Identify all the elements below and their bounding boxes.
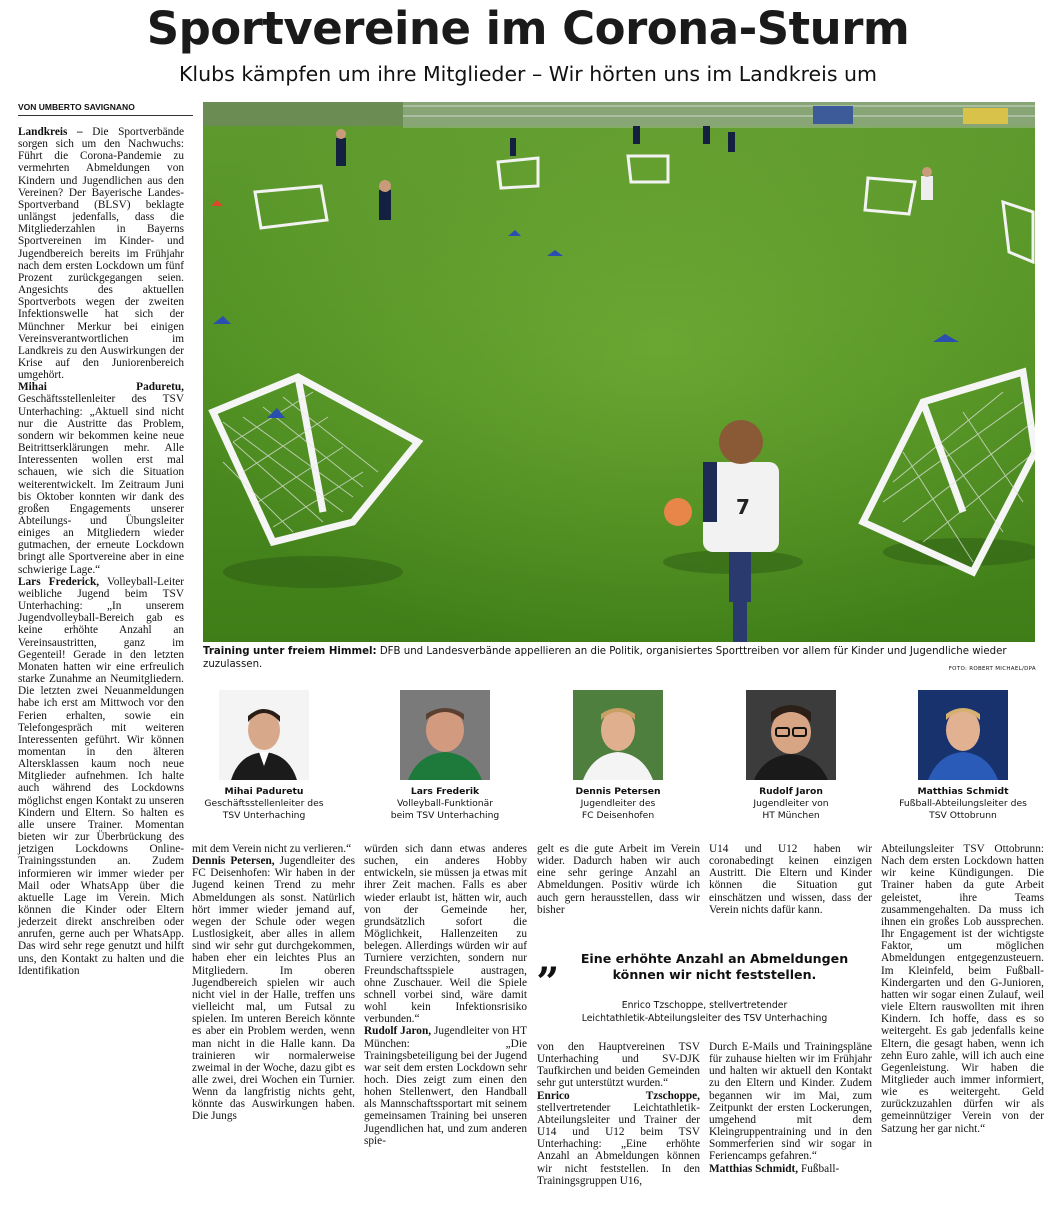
portrait-photo xyxy=(746,690,836,780)
training-photo xyxy=(203,102,1035,642)
photo-caption: Training unter freiem Himmel: DFB und Landesverbände appellieren an die Politik, organisiertes Sporttreiben vor allem für Kinder und Jugendliche wieder zuzulassen. xyxy=(203,646,1007,670)
portrait-role: HT München xyxy=(762,810,820,821)
portrait-card xyxy=(896,690,1030,822)
paragraph: Matthias Schmidt, Fußball- xyxy=(709,1162,840,1175)
portrait-card xyxy=(378,690,512,822)
headline: Sportvereine im Corona-Sturm xyxy=(146,2,910,55)
article-column-1 xyxy=(18,126,184,977)
portrait-card xyxy=(197,690,331,822)
article-column-6 xyxy=(881,843,1044,1135)
portrait-name: Mihai Paduretu xyxy=(224,786,304,797)
article-column-3 xyxy=(364,843,527,1147)
photo-credit: FOTO: ROBERT MICHAEL/DPA xyxy=(948,666,1036,672)
portrait-name: Rudolf Jaron xyxy=(759,786,823,797)
subheadline: Klubs kämpfen um ihre Mitglieder – Wir hörten uns im Landkreis um xyxy=(178,62,878,86)
paragraph: Abteilungsleiter TSV Ottobrunn: Nach dem ersten Lockdown hatten wir keine Kündigungen. Die Trainer haben da gute Arbeit geleistet, ihre Teams zusammengehalten. Da muss ich ihnen ein großes Lob aussprechen. Ihr Engagement ist der wichtigste Faktor, um möglichen Abmeldungen entgegenzusteuern. Im Kleinfeld, beim Fußball-Kindergarten und den G-Junioren, hatten wir sogar einen Zulauf, weil viele Eltern rauswollten mit ihren Kindern. Ich hoffe, dass es so weitergeht. Es gab jedenfalls keine Eltern, die gesagt haben, wenn ich zehn Euro zahle, will ich auch eine Gegenleistung. Wir haben die Mitglieder auch immer informiert, wie es weitergeht. Geld zurückzuzahlen dürfen wir als gemeinnütziger Verein von der Satzung her gar nicht.“ xyxy=(881,843,1044,1135)
portrait-card xyxy=(551,690,685,822)
pull-quote-attribution: Enrico Tzschoppe, stellvertretender Leichtathletik-Abteilungsleiter des TSV Unterhaching xyxy=(581,1000,828,1024)
portrait-role: Volleyball-Funktionär xyxy=(396,798,494,809)
paragraph: Rudolf Jaron, Jugendleiter von HT München: „Die Trainingsbeteiligung bei der Jugend war seit dem ersten Lockdown sehr hoch. Dies zeigt zum einen den hohen Stellenwert, den Handball als Mannschaftssportart mit seinem gemeinsamen Training bei unseren Jugendlichen hat, und zum anderen spie- xyxy=(364,1025,527,1147)
portrait-photo xyxy=(219,690,309,780)
portrait-role: TSV Unterhaching xyxy=(222,810,306,821)
portrait-role: TSV Ottobrunn xyxy=(929,810,997,821)
portrait-name: Matthias Schmidt xyxy=(917,786,1009,797)
portrait-name: Dennis Petersen xyxy=(575,786,661,797)
svg-text:7: 7 xyxy=(736,495,750,519)
portrait-photo xyxy=(573,690,663,780)
portrait-card xyxy=(724,690,858,822)
paragraph: Lars Frederick, Volleyball-Leiter weibliche Jugend beim TSV Unterhaching: „In unserem Jugendvolleyball-Bereich gab es keine erhöhte Anzahl an Vereinsaustritten, ganz im Gegenteil! Gerade in den letzten Monaten hatten wir eine erfreulich starke Zunahme an Neumitgliedern. Die letzten zwei Neuanmeldungen habe ich erst am Mittwoch vor den Ferien erhalten, sowie ein Telefongespräch mit weiteren Interessenten geführt. Wir können momentan in den älteren Altersklassen kaum noch neue Mitglieder aufnehmen. Ich halte auch während des Lockdowns möglichst engen Kontakt zu unseren Kindern und Eltern. So halten es alle unsere Trainer. Momentan bieten wir zur Überbrückung des jetzigen Lockdowns Online-Trainingsstunden an. Zudem informieren wir immer wieder per Mail oder WhatsApp über die aktuelle Lage im Verein. Mich können die Kinder oder Eltern jederzeit direkt anschreiben oder anrufen, gerne auch per WhatsApp. Das wird sehr rege genutzt und hilft uns, den Kontakt zu halten und die Identifikation xyxy=(18,575,184,977)
paragraph: U14 und U12 haben wir coronabedingt keinen einzigen Austritt. Die Eltern und Kinder können die Situation gut einschätzen und wissen, dass der Verein nichts dafür kann. xyxy=(709,843,872,916)
article-column-4-bottom xyxy=(537,1041,700,1187)
portrait-role: FC Deisenhofen xyxy=(581,810,655,821)
portrait-photo xyxy=(918,690,1008,780)
portrait-role: Geschäftsstellenleiter des xyxy=(204,798,324,809)
paragraph: würden sich dann etwas anderes suchen, ein anderes Hobby entwickeln, sie müssen ja etwas mit ihrer Zeit machen. Falls es aber wieder erlaubt ist, hätten wir, auch von der Gemeinde her, grundsätzlich sofort die Möglichkeit, Hallenzeiten zu belegen. Allerdings würden wir auf Turniere verzichten, sondern nur Freundschaftsspiele austragen, ohne Zuschauer. Weil die Spiele schnell vorbei sind, wäre damit wohl kein Infektionsrisiko verbunden.“ xyxy=(364,843,527,1026)
paragraph: gelt es die gute Arbeit im Verein wider. Dadurch haben wir auch eine sehr geringe Anzahl an Abmeldungen. Positiv würde ich auch gern herausstellen, dass wir bisher xyxy=(537,843,700,916)
paragraph: Durch E-Mails und Trainingspläne für zuhause hielten wir im Frühjahr und halten wir aktuell den Kontakt zu den Eltern und Kinder. Zudem begannen wir im Mai, zum Zeitpunkt der ersten Lockerungen, umgehend mit dem Kleingruppentraining und in den Sommerferien sind wir sogar in Feriencamps gefahren.“ xyxy=(709,1041,872,1163)
paragraph: von den Hauptvereinen TSV Unterhaching und SV-DJK Taufkirchen und beiden Gemeinden sehr gut unterstützt wurden.“ xyxy=(537,1041,700,1090)
portrait-photo xyxy=(400,690,490,780)
byline: VON UMBERTO SAVIGNANO xyxy=(18,102,193,116)
pull-quote: Eine erhöhte Anzahl an Abmeldungen können wir nicht feststellen. xyxy=(580,951,849,982)
portrait-role: beim TSV Unterhaching xyxy=(390,810,500,821)
paragraph: Landkreis – Die Sportverbände sorgen sich um den Nachwuchs: Führt die Corona-Pandemie zu vermehrten Abmeldungen von Kindern und Jugendlichen aus den Vereinen? Der Bayerische Landes-Sportverband (BLSV) beklagte unlängst jedenfalls, dass die Mitgliederzahlen in Bayerns Sportvereinen im Kinder- und Jugendbereich bereits im Frühjahr nach dem ersten Lockdown um fünf Prozent zurückgegangen seien. Angesichts des aktuellen Sportverbots wegen der zweiten Infektionswelle hat sich der Münchner Merkur bei einigen Vereinsverantwortlichen im Landkreis zu den Auswirkungen der Krise auf den Juniorenbereich umgehört. xyxy=(18,126,184,382)
article-column-5-top xyxy=(709,843,872,916)
portrait-role: Jugendleiter des xyxy=(580,798,656,809)
portrait-role: Fußball-Abteilungsleiter des xyxy=(899,798,1027,809)
paragraph: mit dem Verein nicht zu verlieren.“ xyxy=(192,843,352,855)
portrait-name: Lars Frederik xyxy=(410,786,480,797)
portrait-role: Jugendleiter von xyxy=(753,798,829,809)
article-column-4-top xyxy=(537,843,700,916)
article-column-2 xyxy=(192,843,355,1123)
paragraph: Dennis Petersen, Jugendleiter des FC Deisenhofen: Wir haben in der Jugend keinen Trend zu mehr Abmeldungen als sonst. Natürlich hört immer wieder jemand auf, wegen der Schule oder wegen Lustlosigkeit, aber alles in allem sind wir sehr gut durchgekommen, haben eher ein leichtes Plus an Mitgliedern. Im oberen Jugendbereich spielen wir auch nicht viel in der Halle, treffen uns vielleicht mal, um Futsal zu spielen. Im unteren Bereich könnte es aber ein Problem werden, wenn man nicht in die Halle kann. Da trainieren wir normalerweise zweimal in der Woche, dazu gibt es alle zwei, drei Wochen ein Turnier. Wenn da langfristig nichts geht, könnte das Auswirkungen haben. Die Jungs xyxy=(192,855,355,1123)
paragraph: Mihai Paduretu, Geschäftsstellenleiter des TSV Unterhaching: „Aktuell sind nicht nur die Austritte das Problem, sondern wir bekommen keine neue Beitrittserklärungen mehr. Alle Interessenten wollen erst mal schauen, wie sich die Situation weiterentwickelt. Im Zeitraum Juni bis Oktober konnten wir dank des großen Engagements unserer Abteilungs- und Übungsleiter einiges an Mitgliedern wieder gutmachen, der erneute Lockdown bringt alle Sportvereine aber in eine schwierige Lage.“ xyxy=(18,381,184,576)
paragraph: Enrico Tzschoppe, stellvertretender Leichtathletik-Abteilungsleiter und Trainer der U14 und U12 beim TSV Unterhaching: „Eine erhöhte Anzahl an Abmeldungen können wir nicht feststellen. In den Trainingsgruppen U16, xyxy=(537,1089,700,1187)
article-column-5-bottom xyxy=(709,1041,872,1175)
quote-mark-icon: „ xyxy=(537,936,561,983)
